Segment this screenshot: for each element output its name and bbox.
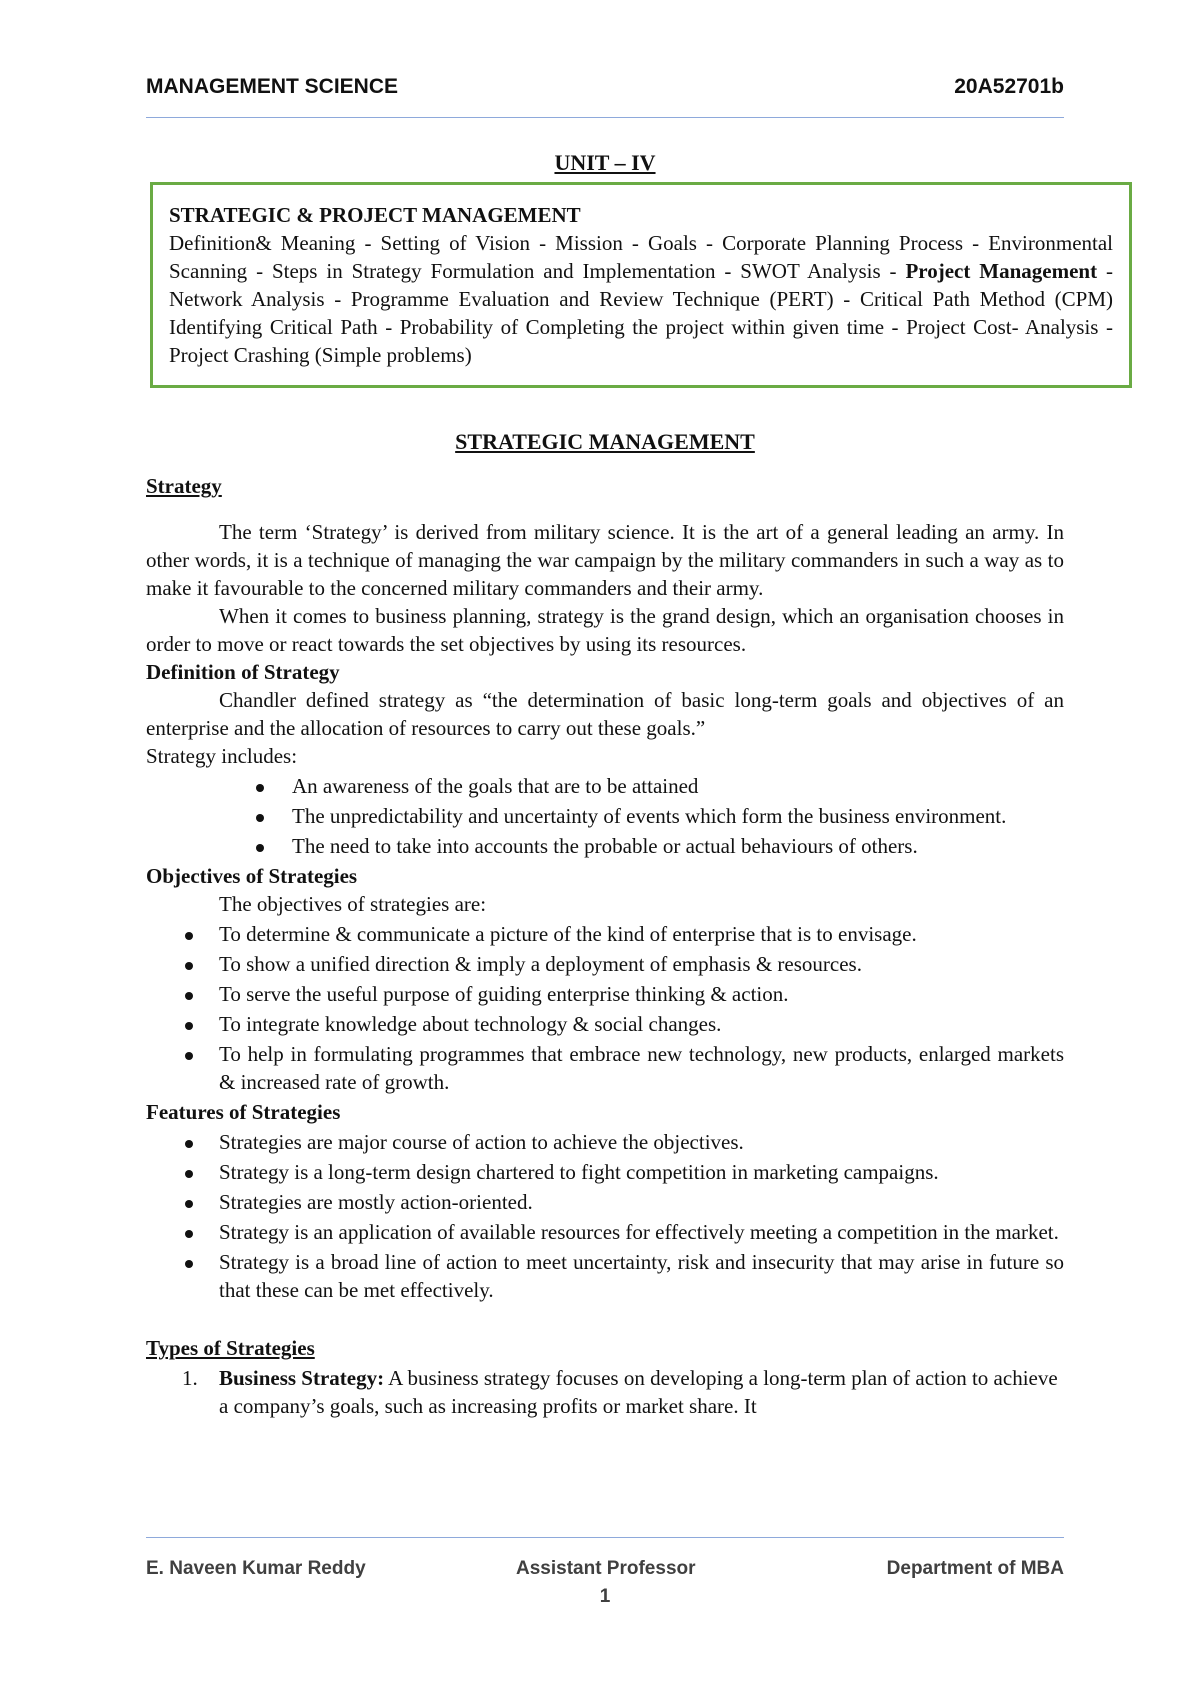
objectives-list (146, 920, 1064, 1096)
objectives-heading: Objectives of Strategies (146, 864, 358, 888)
bullet-icon (185, 962, 193, 970)
page-header (146, 72, 1064, 118)
strategy-paragraph-2: When it comes to business planning, strategy is the grand design, which an organisation chooses in order to move or react towards the set objectives by using its resources. (146, 604, 1064, 656)
bullet-icon (185, 1170, 193, 1178)
list-item (146, 920, 1064, 948)
list-item-text: To show a unified direction & imply a deployment of emphasis & resources. (219, 952, 862, 976)
bullet-icon (185, 1230, 193, 1238)
list-item (146, 1158, 1064, 1186)
footer-author: E. Naveen Kumar Reddy (146, 1558, 366, 1579)
list-item-text: To determine & communicate a picture of the kind of enterprise that is to envisage. (219, 922, 917, 946)
bullet-icon (185, 932, 193, 940)
list-item (146, 1218, 1064, 1246)
syllabus-text-part2: - Network Analysis - Programme Evaluation and Review Technique (PERT) - Critical Path Method (CPM) Identifying Critical Path - Probability of Completing the project within given time - Project Cost- Analysis - Project Crashing (Simple problems) (169, 259, 1113, 367)
list-item (146, 980, 1064, 1008)
list-item (146, 950, 1064, 978)
bullet-icon (185, 1140, 193, 1148)
footer-designation: Assistant Professor (516, 1558, 696, 1579)
bullet-icon (185, 1260, 193, 1268)
list-item (146, 772, 1064, 800)
bullet-icon (185, 1200, 193, 1208)
definition-paragraph: Chandler defined strategy as “the determination of basic long-term goals and objectives of an enterprise and the allocation of resources to carry out these goals.” (146, 688, 1064, 740)
list-item-text: The need to take into accounts the probable or actual behaviours of others. (292, 834, 918, 858)
bullet-icon (185, 1052, 193, 1060)
header-course-code: 20A52701b (954, 75, 1064, 98)
objectives-intro: The objectives of strategies are: (219, 892, 487, 916)
list-item (146, 1010, 1064, 1038)
list-item-text: The unpredictability and uncertainty of events which form the business environment. (292, 804, 1007, 828)
bullet-icon (256, 844, 264, 852)
list-item (146, 1188, 1064, 1216)
list-item (146, 1248, 1064, 1304)
syllabus-bold-term: Project Management (905, 259, 1098, 283)
bullet-icon (185, 1022, 193, 1030)
list-item-number: 1. (182, 1366, 198, 1390)
type-term: Business Strategy: (219, 1366, 385, 1390)
list-item (146, 832, 1064, 860)
list-item-text: To integrate knowledge about technology & social changes. (219, 1012, 722, 1036)
page-footer (146, 1537, 1064, 1607)
spacer (146, 1306, 1064, 1334)
section-title: STRATEGIC MANAGEMENT (455, 429, 755, 454)
list-item-text: Strategy is a broad line of action to meet uncertainty, risk and insecurity that may arise in future so that these can be met effectively. (219, 1250, 1064, 1302)
page-number: 1 (599, 1586, 611, 1607)
list-item-text: To help in formulating programmes that embrace new technology, new products, enlarged markets & increased rate of growth. (219, 1042, 1064, 1094)
list-item-text: Strategy is a long-term design chartered to fight competition in marketing campaigns. (219, 1160, 939, 1184)
features-heading: Features of Strategies (146, 1100, 341, 1124)
header-subject: MANAGEMENT SCIENCE (146, 75, 399, 98)
features-list (146, 1128, 1064, 1304)
syllabus-text-part1: Definition& Meaning - Setting of Vision - Mission - Goals - Corporate Planning Process - Environmental Scanning - Steps in Strategy Formulation and Implementation - SWOT Analysis - (169, 231, 1113, 283)
strategy-paragraph-1: The term ‘Strategy’ is derived from military science. It is the art of a general leading an army. In other words, it is a technique of managing the war campaign by the military commanders in such a way as to make it favourable to the concerned military commanders and their army. (146, 520, 1064, 600)
list-item-text: To serve the useful purpose of guiding enterprise thinking & action. (219, 982, 789, 1006)
types-list (146, 1364, 1064, 1420)
list-item-text: Strategies are major course of action to achieve the objectives. (219, 1130, 744, 1154)
page-body (146, 428, 1064, 1420)
footer-department: Department of MBA (886, 1558, 1064, 1579)
syllabus-box (150, 182, 1132, 388)
list-item-text: Strategy is an application of available resources for effectively meeting a competition in the market. (219, 1220, 1059, 1244)
bullet-icon (256, 784, 264, 792)
bullet-icon (185, 992, 193, 1000)
syllabus-title: STRATEGIC & PROJECT MANAGEMENT (169, 203, 581, 227)
types-heading: Types of Strategies (146, 1336, 315, 1360)
strategy-includes-list (146, 772, 1064, 860)
strategy-includes-label: Strategy includes: (146, 744, 298, 768)
unit-title: UNIT – IV (554, 150, 656, 175)
list-item (146, 1364, 1064, 1420)
bullet-icon (256, 814, 264, 822)
list-item-text: Strategies are mostly action-oriented. (219, 1190, 533, 1214)
list-item (146, 1040, 1064, 1096)
type-description: A business strategy focuses on developing a long-term plan of action to achieve a company’s goals, such as increasing profits or market share. It (219, 1366, 1058, 1418)
list-item (146, 1128, 1064, 1156)
list-item-text: An awareness of the goals that are to be attained (292, 774, 699, 798)
list-item (146, 802, 1064, 830)
strategy-heading: Strategy (146, 474, 222, 498)
definition-heading: Definition of Strategy (146, 660, 340, 684)
